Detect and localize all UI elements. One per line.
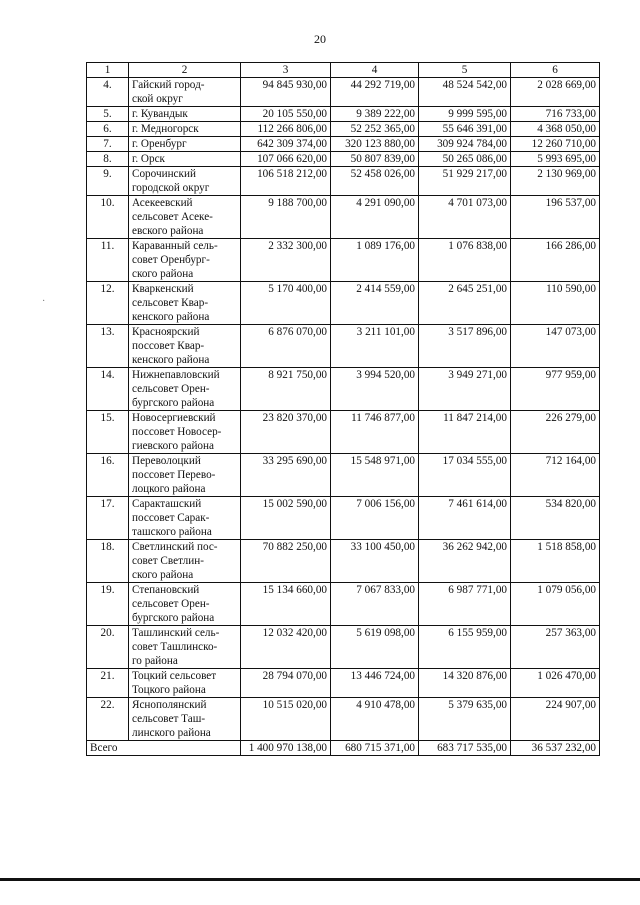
municipality-name: Красноярский поссовет Квар- кенского района [129,325,241,368]
page-number: 20 [314,32,326,46]
row-number: 8. [87,152,129,167]
amount-col4: 4 910 478,00 [331,698,419,741]
amount-col4: 9 389 222,00 [331,107,419,122]
municipality-name: г. Оренбург [129,137,241,152]
row-number: 5. [87,107,129,122]
municipality-name: Ташлинский сель- совет Ташлинско- го района [129,626,241,669]
total-amount-col6: 36 537 232,00 [511,741,600,756]
amount-col3: 2 332 300,00 [241,239,331,282]
row-number: 9. [87,167,129,196]
table-row [87,411,600,454]
amount-col4: 7 006 156,00 [331,497,419,540]
table-row [87,497,600,540]
municipality-name: Караванный сель- совет Оренбург- ского района [129,239,241,282]
amount-col4: 320 123 880,00 [331,137,419,152]
amount-col3: 642 309 374,00 [241,137,331,152]
amount-col6: 166 286,00 [511,239,600,282]
table-row [87,669,600,698]
table-row [87,368,600,411]
amount-col5: 51 929 217,00 [419,167,511,196]
amount-col6: 1 026 470,00 [511,669,600,698]
row-number: 7. [87,137,129,152]
row-number: 19. [87,583,129,626]
amount-col5: 2 645 251,00 [419,282,511,325]
amount-col6: 712 164,00 [511,454,600,497]
amount-col4: 11 746 877,00 [331,411,419,454]
amount-col4: 2 414 559,00 [331,282,419,325]
amount-col4: 13 446 724,00 [331,669,419,698]
amount-col6: 5 993 695,00 [511,152,600,167]
amount-col6: 1 518 858,00 [511,540,600,583]
municipality-name: Тоцкий сельсовет Тоцкого района [129,669,241,698]
amount-col6: 534 820,00 [511,497,600,540]
margin-mark: · [42,296,46,307]
amount-col4: 33 100 450,00 [331,540,419,583]
total-amount-col5: 683 717 535,00 [419,741,511,756]
municipality-name: Асекеевский сельсовет Асеке- евского района [129,196,241,239]
total-amount-col4: 680 715 371,00 [331,741,419,756]
amount-col4: 15 548 971,00 [331,454,419,497]
table-body [87,63,600,756]
table-row [87,78,600,107]
amount-col5: 5 379 635,00 [419,698,511,741]
municipality-name: Светлинский пос- совет Светлин- ского района [129,540,241,583]
municipality-name: Яснополянский сельсовет Таш- линского района [129,698,241,741]
amount-col3: 106 518 212,00 [241,167,331,196]
amount-col5: 36 262 942,00 [419,540,511,583]
amount-col6: 12 260 710,00 [511,137,600,152]
amount-col3: 112 266 806,00 [241,122,331,137]
table-row [87,454,600,497]
row-number: 11. [87,239,129,282]
row-number: 21. [87,669,129,698]
row-number: 4. [87,78,129,107]
amount-col6: 4 368 050,00 [511,122,600,137]
amount-col3: 28 794 070,00 [241,669,331,698]
table-row [87,152,600,167]
amount-col4: 52 458 026,00 [331,167,419,196]
municipality-name: Саракташский поссовет Сарак- ташского района [129,497,241,540]
amount-col5: 3 949 271,00 [419,368,511,411]
municipality-name: Сорочинский городской округ [129,167,241,196]
amount-col5: 4 701 073,00 [419,196,511,239]
amount-col3: 23 820 370,00 [241,411,331,454]
amount-col5: 1 076 838,00 [419,239,511,282]
amount-col6: 110 590,00 [511,282,600,325]
row-number: 6. [87,122,129,137]
amount-col4: 7 067 833,00 [331,583,419,626]
amount-col4: 5 619 098,00 [331,626,419,669]
row-number: 14. [87,368,129,411]
amount-col3: 10 515 020,00 [241,698,331,741]
amount-col6: 716 733,00 [511,107,600,122]
footer-rule [0,878,640,881]
amount-col4: 3 994 520,00 [331,368,419,411]
amount-col6: 2 028 669,00 [511,78,600,107]
amount-col3: 8 921 750,00 [241,368,331,411]
table-row [87,167,600,196]
amount-col3: 6 876 070,00 [241,325,331,368]
amount-col4: 3 211 101,00 [331,325,419,368]
table-row [87,137,600,152]
amount-col6: 224 907,00 [511,698,600,741]
amount-col3: 33 295 690,00 [241,454,331,497]
amount-col5: 55 646 391,00 [419,122,511,137]
amount-col6: 257 363,00 [511,626,600,669]
amount-col3: 70 882 250,00 [241,540,331,583]
amount-col5: 6 987 771,00 [419,583,511,626]
amount-col4: 4 291 090,00 [331,196,419,239]
total-amount-col3: 1 400 970 138,00 [241,741,331,756]
column-header: 5 [419,63,511,78]
amount-col3: 15 002 590,00 [241,497,331,540]
column-header: 2 [129,63,241,78]
row-number: 12. [87,282,129,325]
amount-col5: 50 265 086,00 [419,152,511,167]
amount-col3: 9 188 700,00 [241,196,331,239]
column-header: 4 [331,63,419,78]
table-row [87,540,600,583]
amount-col5: 3 517 896,00 [419,325,511,368]
amount-col4: 44 292 719,00 [331,78,419,107]
amount-col5: 17 034 555,00 [419,454,511,497]
amount-col6: 147 073,00 [511,325,600,368]
total-label: Всего [87,741,241,756]
total-row [87,741,600,756]
amount-col3: 94 845 930,00 [241,78,331,107]
column-header: 1 [87,63,129,78]
amount-col3: 107 066 620,00 [241,152,331,167]
table-row [87,282,600,325]
municipality-name: Кваркенский сельсовет Квар- кенского района [129,282,241,325]
municipality-name: г. Кувандык [129,107,241,122]
table-row [87,122,600,137]
amount-col5: 14 320 876,00 [419,669,511,698]
amount-col4: 50 807 839,00 [331,152,419,167]
amount-col4: 1 089 176,00 [331,239,419,282]
row-number: 20. [87,626,129,669]
amount-col6: 977 959,00 [511,368,600,411]
row-number: 18. [87,540,129,583]
column-header: 6 [511,63,600,78]
municipality-name: г. Медногорск [129,122,241,137]
table-row [87,325,600,368]
municipality-name: г. Орск [129,152,241,167]
row-number: 17. [87,497,129,540]
amount-col6: 226 279,00 [511,411,600,454]
amount-col3: 15 134 660,00 [241,583,331,626]
municipality-name: Нижнепавловский сельсовет Орен- бургского района [129,368,241,411]
amount-col5: 7 461 614,00 [419,497,511,540]
amount-col5: 11 847 214,00 [419,411,511,454]
table-row [87,107,600,122]
amount-col5: 309 924 784,00 [419,137,511,152]
table-row [87,583,600,626]
municipality-name: Степановский сельсовет Орен- бургского района [129,583,241,626]
table-row [87,239,600,282]
amount-col6: 2 130 969,00 [511,167,600,196]
amount-col3: 20 105 550,00 [241,107,331,122]
municipality-name: Переволоцкий поссовет Перево- лоцкого района [129,454,241,497]
amount-col5: 48 524 542,00 [419,78,511,107]
amount-col3: 5 170 400,00 [241,282,331,325]
row-number: 16. [87,454,129,497]
row-number: 22. [87,698,129,741]
budget-table [86,62,600,756]
table-header-row [87,63,600,78]
amount-col5: 6 155 959,00 [419,626,511,669]
amount-col3: 12 032 420,00 [241,626,331,669]
column-header: 3 [241,63,331,78]
municipality-name: Гайский город- ской округ [129,78,241,107]
amount-col6: 1 079 056,00 [511,583,600,626]
row-number: 15. [87,411,129,454]
table-row [87,626,600,669]
table-row [87,698,600,741]
amount-col4: 52 252 365,00 [331,122,419,137]
row-number: 13. [87,325,129,368]
amount-col5: 9 999 595,00 [419,107,511,122]
amount-col6: 196 537,00 [511,196,600,239]
municipality-name: Новосергиевский поссовет Новосер- гиевского района [129,411,241,454]
table-row [87,196,600,239]
row-number: 10. [87,196,129,239]
